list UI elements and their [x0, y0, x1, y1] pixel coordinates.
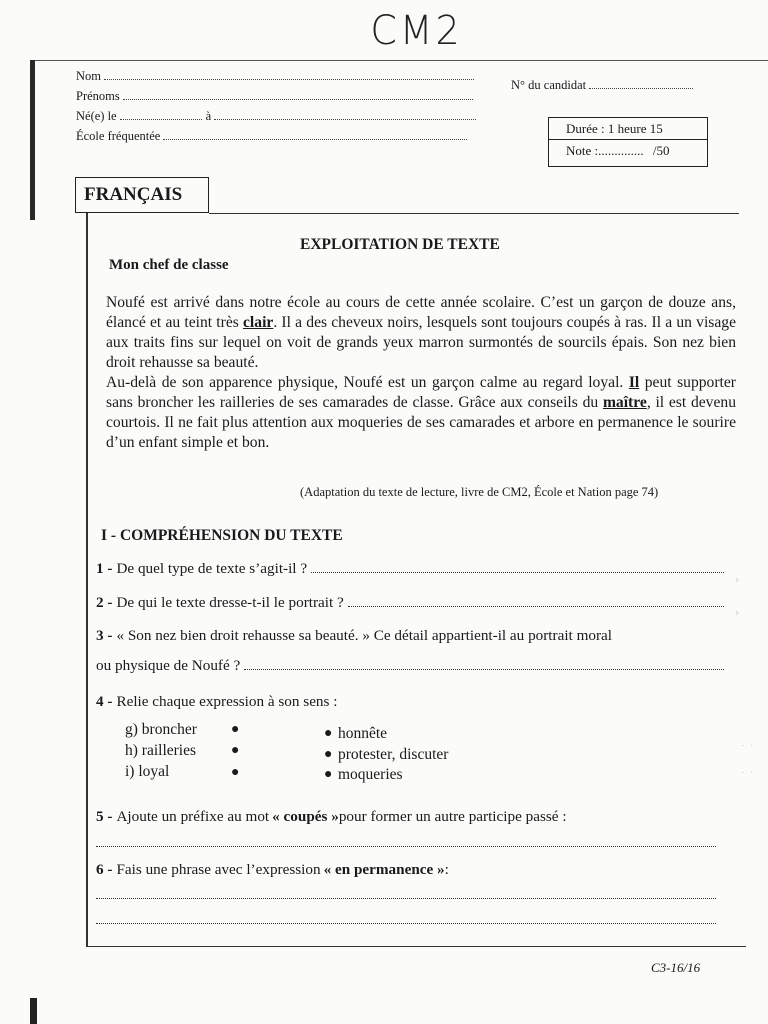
duration-text: Durée : 1 heure 15 — [566, 121, 663, 136]
candidat-label: N° du candidat — [511, 78, 587, 92]
question-6 — [96, 861, 449, 879]
note-total: /50 — [652, 143, 670, 158]
p2-text-a: Au-delà de son apparence physique, Noufé est un garçon calme au regard loyal. — [106, 374, 629, 391]
prenoms-line[interactable] — [123, 88, 473, 100]
q5-number: 5 - — [96, 808, 113, 825]
source-citation: (Adaptation du texte de lecture, livre de CM2, École et Nation page 74) — [300, 485, 659, 499]
q3-text-a: « Son nez bien droit rehausse sa beauté. » Ce détail appartient-il au portrait moral — [116, 627, 612, 644]
q1-number: 1 - — [96, 560, 113, 577]
scan-edge-bar — [30, 60, 35, 220]
prenoms-label: Prénoms — [76, 89, 120, 103]
note-label: Note : — [566, 143, 599, 158]
page-footer: C3-16/16 — [651, 960, 701, 975]
q2-number: 2 - — [96, 594, 113, 611]
ecole-label: École fréquentée — [76, 129, 161, 143]
prenoms-field — [76, 88, 473, 104]
frame-left — [86, 213, 88, 947]
passage-paragraph-1 — [106, 293, 736, 373]
q5-text-a: Ajoute un préfixe au mot — [116, 808, 270, 825]
section-title: EXPLOITATION DE TEXTE — [300, 236, 500, 253]
handwritten-level: CM2 — [370, 8, 463, 54]
q2-answer-line[interactable] — [348, 594, 724, 607]
q3-text-b: ou physique de Noufé ? — [96, 657, 241, 674]
q4-text: Relie chaque expression à son sens : — [116, 693, 338, 710]
p1-text-b: . Il a des cheveux noirs, lesquels sont toujours coupés à ras. Il a un visage aux traits fins sur lequel on voit de grands yeux marron surmontés de sourcils épais. Son nez bien droit rehausse sa beauté. — [106, 314, 736, 371]
match-dot-right-1[interactable]: ● — [324, 726, 333, 741]
question-3 — [96, 627, 612, 645]
q1-answer-line[interactable] — [311, 560, 724, 573]
birth-place-line[interactable] — [214, 108, 476, 120]
candidat-field — [511, 77, 693, 93]
word-il: Il — [628, 374, 640, 391]
question-3-line-2 — [96, 657, 724, 675]
top-rule — [30, 60, 768, 61]
q5-text-b: pour former un autre participe passé : — [338, 808, 567, 825]
faint-margin-mark-2: › — [735, 606, 740, 619]
match-left-1: g) broncher — [125, 721, 197, 738]
comprehension-title: I - COMPRÉHENSION DU TEXTE — [101, 527, 343, 544]
ecole-line[interactable] — [163, 128, 467, 140]
a-label: à — [205, 109, 212, 123]
ne-le-label: Né(e) le — [76, 109, 117, 123]
q5-answer-line[interactable] — [96, 845, 716, 847]
birth-date-line[interactable] — [120, 108, 202, 120]
question-5 — [96, 808, 567, 826]
nom-field — [76, 68, 474, 84]
match-dot-right-2[interactable]: ● — [324, 747, 333, 762]
faint-margin-mark-4: ˙ ˙ — [740, 770, 755, 783]
passage-paragraph-2 — [106, 373, 736, 453]
birth-field — [76, 108, 476, 124]
word-maitre: maître — [602, 394, 647, 411]
q6-text-a: Fais une phrase avec l’expression — [116, 861, 321, 878]
faint-margin-mark-1: › — [735, 573, 740, 586]
q4-number: 4 - — [96, 693, 113, 710]
text-title: Mon chef de classe — [109, 257, 229, 273]
word-clair: clair — [243, 314, 274, 331]
p2-text-c: , il est devenu courtois. Il ne fait plus attention aux moqueries de ses camarades et arbore en permanence le sourire d’un enfant simple et bon. — [106, 394, 736, 451]
q2-text: De qui le texte dresse-t-il le portrait ? — [116, 594, 344, 611]
question-2 — [96, 594, 724, 612]
subject-box: FRANÇAIS — [75, 177, 209, 213]
match-right-3: moqueries — [338, 766, 403, 783]
faint-margin-mark-3: ˙ ˙ — [740, 743, 755, 756]
q1-text: De quel type de texte s’agit-il ? — [116, 560, 308, 577]
nom-label: Nom — [76, 69, 101, 83]
match-dot-left-3[interactable]: ● — [231, 765, 240, 780]
q5-word: « coupés » — [272, 808, 339, 825]
ecole-field — [76, 128, 467, 144]
match-dot-left-2[interactable]: ● — [231, 743, 240, 758]
frame-bottom — [86, 946, 746, 947]
q3-answer-line[interactable] — [244, 657, 724, 670]
q6-text-b: : — [444, 861, 449, 878]
q6-number: 6 - — [96, 861, 113, 878]
question-1 — [96, 560, 724, 578]
question-4 — [96, 693, 337, 711]
q6-answer-line-2[interactable] — [96, 922, 716, 924]
q6-answer-line-1[interactable] — [96, 897, 716, 899]
frame-top — [209, 213, 739, 214]
nom-line[interactable] — [104, 68, 474, 80]
candidat-line[interactable] — [589, 77, 693, 89]
duration-note-box — [548, 117, 708, 167]
match-right-1: honnête — [338, 725, 388, 742]
p2-text-b: peut supporter sans broncher les railleries de ses camarades de classe. Grâce aux conseils du — [106, 374, 736, 411]
match-dot-left-1[interactable]: ● — [231, 722, 240, 737]
note-input[interactable]: .............. — [598, 143, 644, 158]
match-right-2: protester, discuter — [338, 746, 449, 763]
match-left-2: h) railleries — [125, 742, 197, 759]
p1-text-a: Noufé est arrivé dans notre école au cours de cette année scolaire. C’est un garçon de douze ans, élancé et au teint très — [106, 294, 736, 331]
q6-word: « en permanence » — [323, 861, 445, 878]
match-dot-right-3[interactable]: ● — [324, 767, 333, 782]
note-row — [549, 140, 707, 161]
q3-number: 3 - — [96, 627, 113, 644]
scan-edge-bottom — [30, 998, 37, 1024]
match-left-3: i) loyal — [125, 763, 170, 780]
